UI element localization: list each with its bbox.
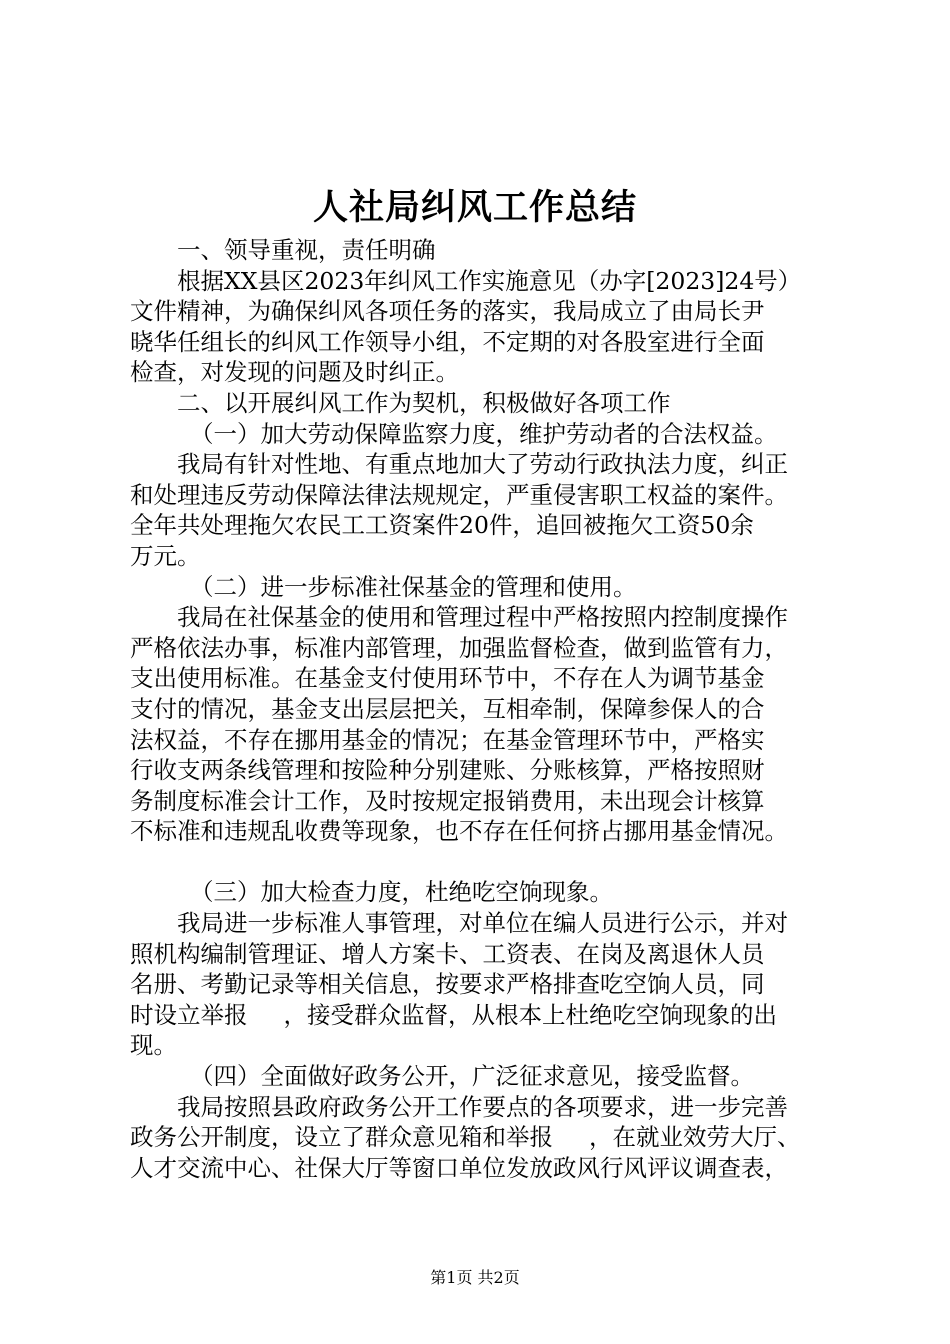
subsection-heading: （一）加大劳动保障监察力度，维护劳动者的合法权益。 (190, 419, 778, 448)
subsection-heading: （二）进一步标准社保基金的管理和使用。 (190, 572, 637, 601)
paragraph-line: 检查，对发现的问题及时纠正。 (130, 358, 459, 387)
line-segment: 时设立举报 (130, 1000, 248, 1029)
paragraph-line: 法权益，不存在挪用基金的情况；在基金管理环节中，严格实 (130, 725, 765, 754)
line-segment: ，在就业效劳大厅、 (589, 1123, 801, 1152)
paragraph-line: 晓华任组长的纠风工作领导小组，不定期的对各股室进行全面 (130, 327, 765, 356)
paragraph-line: 行收支两条线管理和按险种分别建账、分账核算，严格按照财 (130, 756, 765, 785)
document-body (130, 235, 830, 1183)
paragraph-line: 支付的情况，基金支出层层把关，互相牵制，保障参保人的合 (130, 694, 765, 723)
blank-line (130, 847, 830, 878)
section-heading: 二、以开展纠风工作为契机，积极做好各项工作 (177, 388, 671, 417)
line-segment: 政务公开制度，设立了群众意见箱和举报 (130, 1123, 553, 1152)
line-segment: ，接受群众监督，从根本上杜绝吃空饷现象的出 (283, 1000, 777, 1029)
paragraph-line: 万元。 (130, 541, 201, 570)
paragraph-line (130, 1000, 830, 1031)
paragraph-line: 全年共处理拖欠农民工工资案件20件，追回被拖欠工资50余 (130, 511, 754, 540)
paragraph-line: 我局进一步标准人事管理，对单位在编人员进行公示，并对 (177, 909, 788, 938)
section-heading: 一、领导重视，责任明确 (177, 236, 436, 264)
paragraph-line: 现。 (130, 1031, 177, 1060)
paragraph-line: 人才交流中心、社保大厅等窗口单位发放政风行风评议调查表， (130, 1153, 788, 1182)
page-footer: 第1页 共2页 (430, 1268, 520, 1287)
paragraph-line: 务制度标准会计工作，及时按规定报销费用，未出现会计核算 (130, 786, 765, 815)
paragraph-line: 支出使用标准。在基金支付使用环节中，不存在人为调节基金 (130, 664, 765, 693)
paragraph-line: 和处理违反劳动保障法律法规规定，严重侵害职工权益的案件。 (130, 480, 788, 509)
paragraph-line: 根据XX县区2023年纠风工作实施意见（办字[2023]24号） (177, 266, 802, 295)
paragraph-line: 严格依法办事，标准内部管理，加强监督检查，做到监管有力， (130, 633, 788, 662)
document-title: 人社局纠风工作总结 (312, 187, 637, 228)
paragraph-line: 我局按照县政府政务公开工作要点的各项要求，进一步完善 (177, 1092, 788, 1121)
paragraph-line: 照机构编制管理证、增人方案卡、工资表、在岗及离退休人员 (130, 939, 765, 968)
paragraph-line: 文件精神，为确保纠风各项任务的落实，我局成立了由局长尹 (130, 297, 765, 326)
subsection-heading: （三）加大检查力度，杜绝吃空饷现象。 (190, 878, 613, 907)
subsection-heading: （四）全面做好政务公开，广泛征求意见，接受监督。 (190, 1062, 754, 1091)
paragraph-line: 不标准和违规乱收费等现象，也不存在任何挤占挪用基金情况。 (130, 817, 788, 846)
paragraph-line: 名册、考勤记录等相关信息，按要求严格排查吃空饷人员，同 (130, 970, 765, 999)
paragraph-line (130, 1122, 830, 1153)
paragraph-line: 我局在社保基金的使用和管理过程中严格按照内控制度操作 (177, 603, 788, 632)
paragraph-line: 我局有针对性地、有重点地加大了劳动行政执法力度，纠正 (177, 450, 788, 479)
